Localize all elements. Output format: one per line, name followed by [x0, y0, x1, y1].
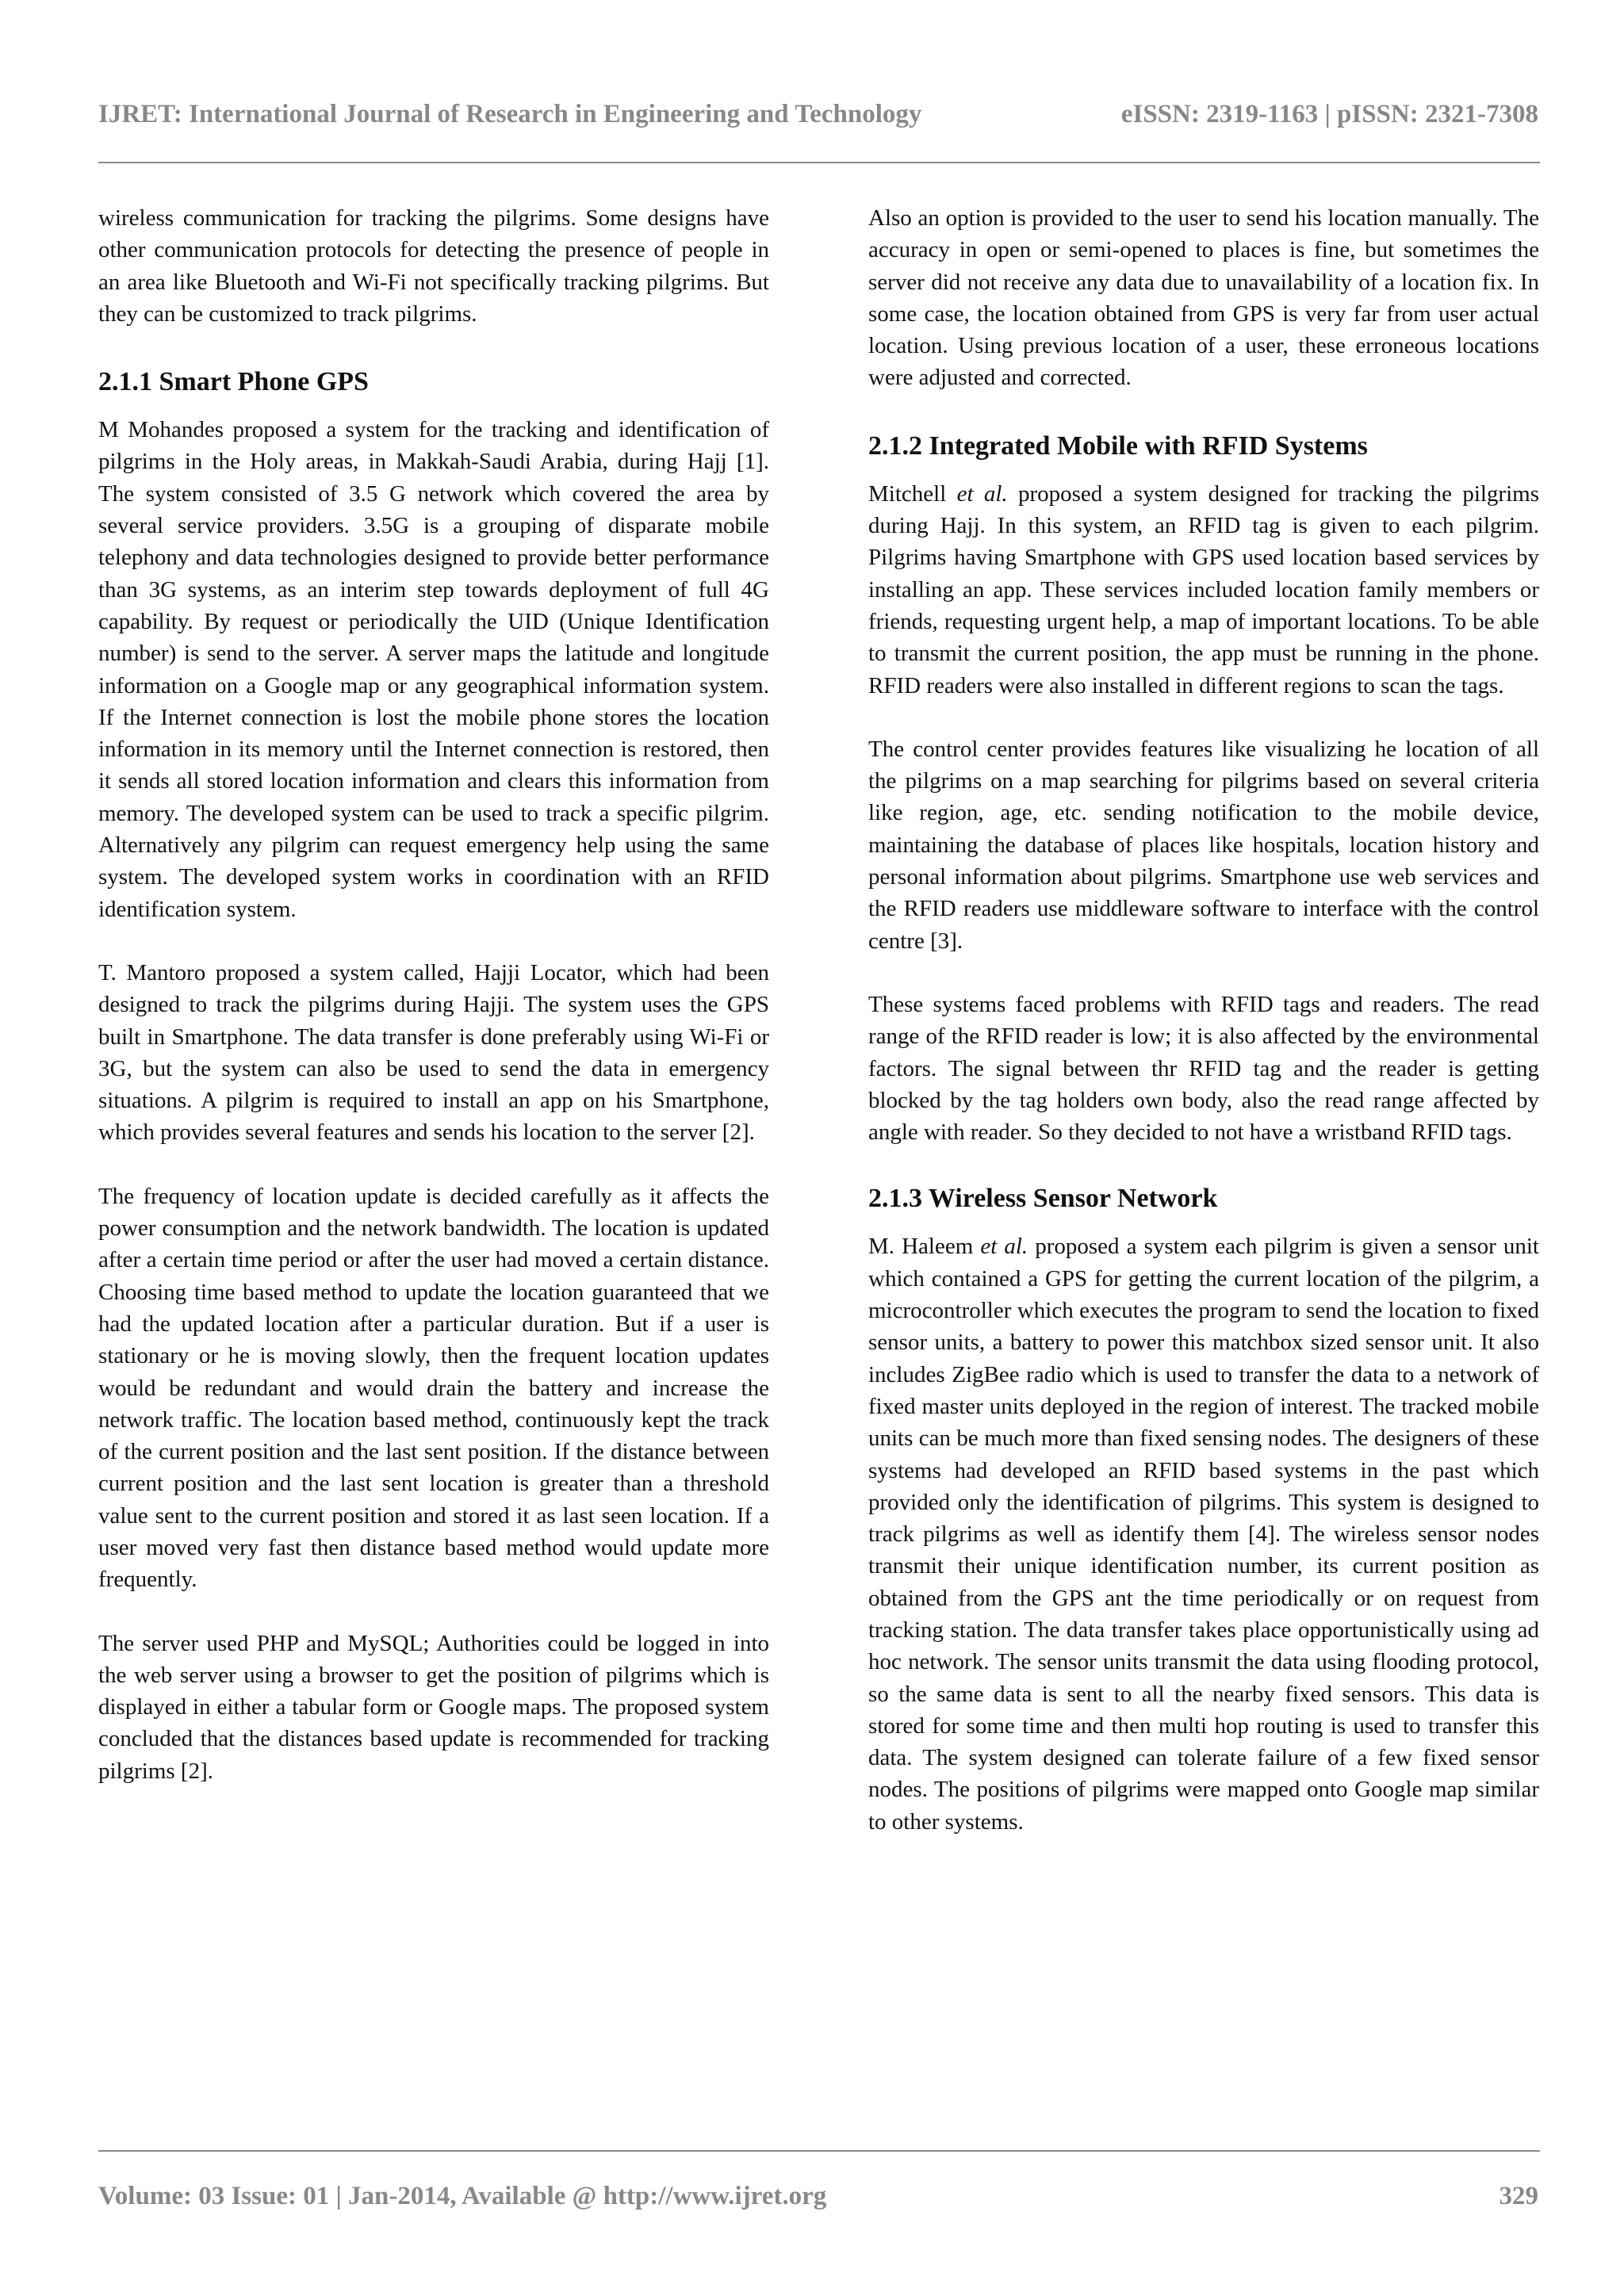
paragraph-text: proposed a system each pilgrim is given a sensor unit which contained a GPS for getting the current location of the pilgrim, a microcontroller which executes the program to send the location to fixed sensor units, a battery to power this matchbox sized sensor unit. It also includes ZigBee radio which is used to transfer the data to a network of fixed master units deployed in the region of interest. The tracked mobile units can be much more than fixed sensing nodes. The designers of these systems had developed an RFID based systems in the past which provided only the identification of pilgrims. This system is designed to track pilgrims as well as identify them [4]. The wireless sensor nodes transmit their unique identification number, its current position as obtained from the GPS ant the time periodically or on request from tracking station. The data transfer takes place opportunistically using ad hoc network. The sensor units transmit the data using flooding protocol, so the same data is sent to all the nearby fixed sensors. This data is stored for some time and then multi hop routing is used to transfer this data. The system designed can tolerate failure of a few fixed sensor nodes. The positions of pilgrims were mapped onto Google map similar to other systems. — [868, 1234, 1539, 1835]
volume-info: Volume: 03 Issue: 01 | Jan-2014, Available @ http://www.ijret.org — [98, 2182, 827, 2210]
paragraph-text: proposed a system designed for tracking the pilgrims during Hajj. In this system, an RFID tag is given to each pilgrim. Pilgrims having Smartphone with GPS used location based services by installing an app. These services included location family members or friends, requesting urgent help, a map of important locations. To be able to transmit the current position, the app must be running in the phone. RFID readers were also installed in different regions to scan the tags. — [868, 480, 1539, 698]
intro-paragraph: wireless communication for tracking the pilgrims. Some designs have other communication protocols for detecting the presence of people in an area like Bluetooth and Wi-Fi not specifically tracking pilgrims. But they can be customized to track pilgrims. — [98, 205, 769, 327]
paragraph-mitchell — [868, 478, 1539, 702]
header-divider — [98, 162, 1540, 163]
author-name: M. Haleem — [868, 1234, 981, 1260]
paragraph-mantoro: T. Mantoro proposed a system called, Hajji Locator, which had been designed to track the pilgrims during Hajji. The system uses the GPS built in Smartphone. The data transfer is done preferably using Wi-Fi or 3G, but the system can also be used to send the data in emergency situations. A pilgrim is required to install an app on his Smartphone, which provides several features and sends his location to the server [2]. — [98, 959, 769, 1146]
paragraph-mohandes: M Mohandes proposed a system for the tracking and identification of pilgrims in the Holy areas, in Makkah-Saudi Arabia, during Hajj [1]. The system consisted of 3.5 G network which covered the area by several service providers. 3.5G is a grouping of disparate mobile telephony and data technologies designed to provide better performance than 3G systems, as an interim step towards deployment of full 4G capability. By request or periodically the UID (Unique Identification number) is send to the server. A server maps the latitude and longitude information on a Google map or any geographical information system. If the Internet connection is lost the mobile phone stores the location information in its memory until the Internet connection is restored, then it sends all stored location information and clears this information from memory. The developed system can be used to track a specific pilgrim. Alternatively any pilgrim can request emergency help using the same system. The developed system works in coordination with an RFID identification system. — [98, 417, 769, 922]
paragraph-update-frequency: The frequency of location update is decided carefully as it affects the power consumption and the network bandwidth. The location is updated after a certain time period or after the user had moved a certain distance. Choosing time based method to update the location guaranteed that we had the updated location after a particular duration. But if a user is stationary or he is moving slowly, then the frequent location updates would be redundant and would drain the battery and increase the network traffic. The location based method, continuously kept the track of the current position and the last sent position. If the distance between current position and the last sent location is greater than a threshold value sent to the current position and stored it as last seen location. If a user moved very fast then distance based method would update more frequently. — [98, 1183, 769, 1593]
paragraph-manual-location: Also an option is provided to the user to send his location manually. The accuracy in open or semi-opened to places is fine, but sometimes the server did not receive any data due to unavailability of a location fix. In some case, the location obtained from GPS is very far from user actual location. Using previous location of a user, these erroneous locations were adjusted and corrected. — [868, 205, 1539, 391]
page-number: 329 — [1499, 2182, 1538, 2210]
right-column — [868, 202, 1539, 1838]
et-al: et al. — [956, 480, 1008, 507]
page-header — [98, 100, 1538, 147]
paragraph-haleem — [868, 1230, 1539, 1838]
paragraph-rfid-problems: These systems faced problems with RFID tags and readers. The read range of the RFID reader is low; it is also affected by the environmental factors. The signal between thr RFID tag and the reader is getting blocked by the tag holders own body, also the read range affected by angle with reader. So they decided to not have a wristband RFID tags. — [868, 991, 1539, 1146]
journal-title: IJRET: International Journal of Research in Engineering and Technology — [98, 100, 922, 128]
paragraph-control-center: The control center provides features like visualizing he location of all the pilgrims on a map searching for pilgrims based on several criteria like region, age, etc. sending notification to the mobile device, maintaining the database of places like hospitals, location history and personal information about pilgrims. Smartphone use web services and the RFID readers use middleware software to interface with the control centre [3]. — [868, 736, 1539, 954]
section-heading-smart-phone-gps: 2.1.1 Smart Phone GPS — [98, 367, 369, 397]
section-heading-rfid-systems: 2.1.2 Integrated Mobile with RFID Systems — [868, 430, 1368, 461]
et-al: et al. — [980, 1234, 1028, 1260]
issn-info: eISSN: 2319-1163 | pISSN: 2321-7308 — [1120, 100, 1538, 128]
author-name: Mitchell — [868, 480, 957, 507]
paragraph-server: The server used PHP and MySQL; Authorities could be logged in into the web server using a browser to get the position of pilgrims which is displayed in either a tabular form or Google maps. The proposed system concluded that the distances based update is recommended for tracking pilgrims [2]. — [98, 1630, 769, 1784]
section-heading-wireless-sensor-network: 2.1.3 Wireless Sensor Network — [868, 1184, 1218, 1214]
footer-divider — [98, 2150, 1540, 2152]
left-column — [98, 202, 769, 1787]
